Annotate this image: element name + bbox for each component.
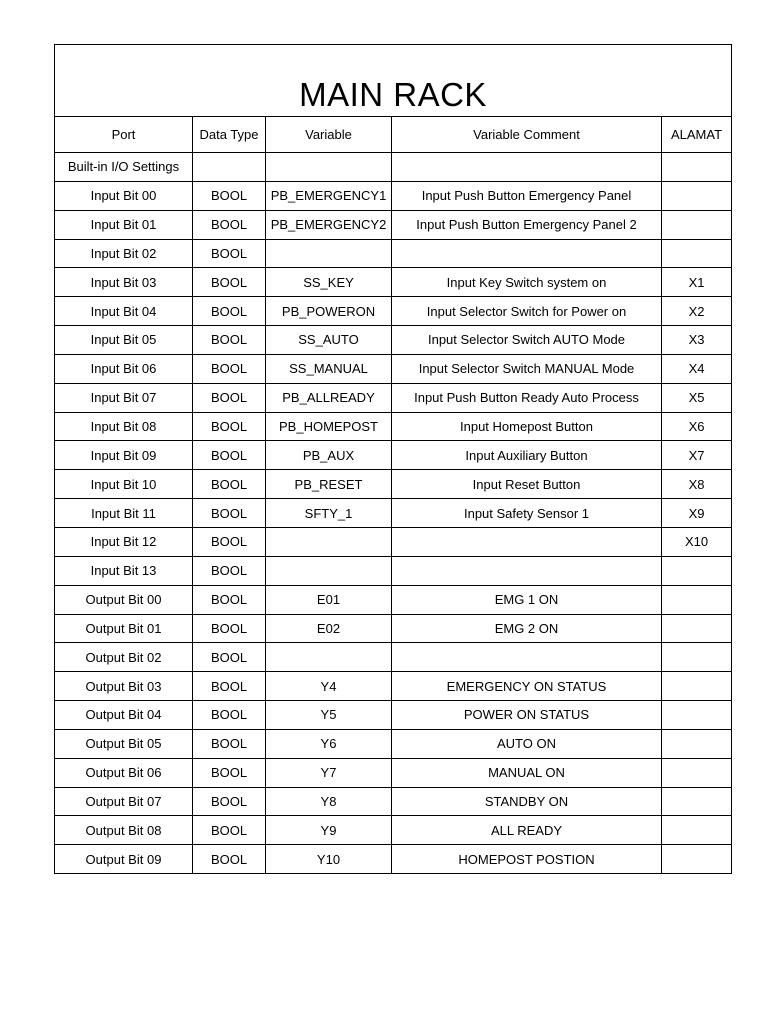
cell-variable (266, 527, 392, 556)
cell-data-type: BOOL (193, 239, 266, 268)
cell-data-type (193, 153, 266, 182)
cell-variable-comment: ALL READY (392, 816, 662, 845)
cell-variable-comment: EMG 1 ON (392, 585, 662, 614)
cell-data-type: BOOL (193, 527, 266, 556)
table-row (55, 354, 732, 383)
cell-variable: PB_EMERGENCY2 (266, 210, 392, 239)
cell-variable-comment: EMERGENCY ON STATUS (392, 672, 662, 701)
cell-port: Output Bit 03 (55, 672, 193, 701)
cell-alamat (662, 672, 732, 701)
cell-data-type: BOOL (193, 297, 266, 326)
cell-variable (266, 643, 392, 672)
table-row (55, 499, 732, 528)
table-row (55, 268, 732, 297)
cell-variable-comment (392, 643, 662, 672)
table-row (55, 210, 732, 239)
cell-port: Input Bit 11 (55, 499, 193, 528)
cell-alamat (662, 729, 732, 758)
cell-alamat: X4 (662, 354, 732, 383)
cell-variable-comment: Input Homepost Button (392, 412, 662, 441)
header-variable: Variable (266, 117, 392, 153)
cell-port: Built-in I/O Settings (55, 153, 193, 182)
cell-alamat (662, 585, 732, 614)
table-row (55, 412, 732, 441)
cell-alamat: X8 (662, 470, 732, 499)
cell-port: Output Bit 08 (55, 816, 193, 845)
cell-data-type: BOOL (193, 412, 266, 441)
cell-data-type: BOOL (193, 499, 266, 528)
cell-variable: SFTY_1 (266, 499, 392, 528)
cell-variable: Y5 (266, 701, 392, 730)
cell-alamat (662, 787, 732, 816)
header-port: Port (55, 117, 193, 153)
cell-port: Input Bit 08 (55, 412, 193, 441)
table-row (55, 181, 732, 210)
table-row (55, 441, 732, 470)
cell-port: Output Bit 00 (55, 585, 193, 614)
cell-data-type: BOOL (193, 556, 266, 585)
io-table (54, 44, 732, 874)
cell-alamat (662, 556, 732, 585)
table-row (55, 470, 732, 499)
cell-port: Output Bit 05 (55, 729, 193, 758)
cell-variable: SS_KEY (266, 268, 392, 297)
cell-alamat: X10 (662, 527, 732, 556)
cell-port: Input Bit 06 (55, 354, 193, 383)
cell-variable: E02 (266, 614, 392, 643)
cell-alamat (662, 153, 732, 182)
cell-variable: PB_POWERON (266, 297, 392, 326)
cell-port: Output Bit 01 (55, 614, 193, 643)
cell-port: Input Bit 02 (55, 239, 193, 268)
cell-variable-comment: Input Push Button Ready Auto Process (392, 383, 662, 412)
table-row (55, 672, 732, 701)
cell-data-type: BOOL (193, 354, 266, 383)
cell-port: Output Bit 02 (55, 643, 193, 672)
cell-port: Output Bit 09 (55, 845, 193, 874)
table-row (55, 614, 732, 643)
cell-variable: Y9 (266, 816, 392, 845)
cell-data-type: BOOL (193, 845, 266, 874)
table-row (55, 326, 732, 355)
cell-port: Output Bit 06 (55, 758, 193, 787)
cell-alamat: X6 (662, 412, 732, 441)
table-row (55, 527, 732, 556)
cell-variable (266, 239, 392, 268)
cell-port: Input Bit 09 (55, 441, 193, 470)
cell-port: Input Bit 05 (55, 326, 193, 355)
cell-variable-comment: EMG 2 ON (392, 614, 662, 643)
cell-variable-comment: MANUAL ON (392, 758, 662, 787)
cell-data-type: BOOL (193, 181, 266, 210)
cell-alamat (662, 210, 732, 239)
cell-port: Input Bit 04 (55, 297, 193, 326)
cell-variable: Y6 (266, 729, 392, 758)
cell-alamat (662, 239, 732, 268)
cell-variable-comment (392, 153, 662, 182)
table-row (55, 701, 732, 730)
cell-port: Output Bit 04 (55, 701, 193, 730)
cell-variable-comment: Input Reset Button (392, 470, 662, 499)
cell-variable: PB_EMERGENCY1 (266, 181, 392, 210)
cell-port: Input Bit 13 (55, 556, 193, 585)
cell-alamat (662, 643, 732, 672)
header-row (55, 117, 732, 153)
table-row (55, 383, 732, 412)
cell-variable-comment: AUTO ON (392, 729, 662, 758)
table-row (55, 643, 732, 672)
cell-variable-comment: Input Key Switch system on (392, 268, 662, 297)
cell-data-type: BOOL (193, 614, 266, 643)
cell-variable: PB_ALLREADY (266, 383, 392, 412)
table-row (55, 729, 732, 758)
cell-alamat: X5 (662, 383, 732, 412)
cell-data-type: BOOL (193, 643, 266, 672)
cell-variable-comment: Input Selector Switch for Power on (392, 297, 662, 326)
cell-variable: Y7 (266, 758, 392, 787)
cell-data-type: BOOL (193, 816, 266, 845)
cell-variable: SS_AUTO (266, 326, 392, 355)
cell-variable: PB_HOMEPOST (266, 412, 392, 441)
cell-alamat (662, 816, 732, 845)
table-row (55, 585, 732, 614)
cell-data-type: BOOL (193, 787, 266, 816)
cell-data-type: BOOL (193, 672, 266, 701)
cell-variable: SS_MANUAL (266, 354, 392, 383)
cell-port: Input Bit 12 (55, 527, 193, 556)
io-table-body (55, 153, 732, 874)
cell-alamat: X9 (662, 499, 732, 528)
title-row (55, 45, 732, 117)
table-row (55, 845, 732, 874)
cell-port: Input Bit 03 (55, 268, 193, 297)
header-alamat: ALAMAT (662, 117, 732, 153)
table-title: MAIN RACK (55, 45, 732, 117)
cell-variable (266, 153, 392, 182)
header-variable-comment: Variable Comment (392, 117, 662, 153)
table-row (55, 787, 732, 816)
cell-data-type: BOOL (193, 758, 266, 787)
cell-variable-comment (392, 527, 662, 556)
header-data-type: Data Type (193, 117, 266, 153)
cell-alamat (662, 758, 732, 787)
cell-data-type: BOOL (193, 701, 266, 730)
cell-data-type: BOOL (193, 470, 266, 499)
cell-variable: PB_RESET (266, 470, 392, 499)
cell-data-type: BOOL (193, 268, 266, 297)
cell-variable: E01 (266, 585, 392, 614)
cell-variable: Y8 (266, 787, 392, 816)
cell-variable-comment (392, 239, 662, 268)
cell-variable-comment (392, 556, 662, 585)
cell-variable-comment: POWER ON STATUS (392, 701, 662, 730)
cell-alamat (662, 845, 732, 874)
cell-port: Input Bit 00 (55, 181, 193, 210)
table-row (55, 297, 732, 326)
cell-variable: Y10 (266, 845, 392, 874)
cell-port: Input Bit 07 (55, 383, 193, 412)
cell-data-type: BOOL (193, 441, 266, 470)
cell-variable: PB_AUX (266, 441, 392, 470)
cell-variable-comment: HOMEPOST POSTION (392, 845, 662, 874)
cell-port: Output Bit 07 (55, 787, 193, 816)
cell-port: Input Bit 01 (55, 210, 193, 239)
cell-data-type: BOOL (193, 585, 266, 614)
cell-data-type: BOOL (193, 729, 266, 758)
cell-variable-comment: Input Push Button Emergency Panel 2 (392, 210, 662, 239)
cell-alamat: X3 (662, 326, 732, 355)
cell-alamat: X2 (662, 297, 732, 326)
cell-alamat: X7 (662, 441, 732, 470)
io-table-sheet (54, 44, 731, 874)
cell-variable-comment: Input Push Button Emergency Panel (392, 181, 662, 210)
table-row (55, 153, 732, 182)
cell-port: Input Bit 10 (55, 470, 193, 499)
cell-alamat (662, 701, 732, 730)
cell-variable-comment: STANDBY ON (392, 787, 662, 816)
cell-alamat (662, 614, 732, 643)
table-row (55, 816, 732, 845)
cell-data-type: BOOL (193, 210, 266, 239)
cell-variable-comment: Input Safety Sensor 1 (392, 499, 662, 528)
cell-variable-comment: Input Selector Switch MANUAL Mode (392, 354, 662, 383)
cell-variable-comment: Input Auxiliary Button (392, 441, 662, 470)
cell-variable: Y4 (266, 672, 392, 701)
table-row (55, 556, 732, 585)
cell-data-type: BOOL (193, 326, 266, 355)
cell-variable (266, 556, 392, 585)
table-row (55, 758, 732, 787)
cell-alamat (662, 181, 732, 210)
cell-alamat: X1 (662, 268, 732, 297)
cell-data-type: BOOL (193, 383, 266, 412)
table-row (55, 239, 732, 268)
cell-variable-comment: Input Selector Switch AUTO Mode (392, 326, 662, 355)
